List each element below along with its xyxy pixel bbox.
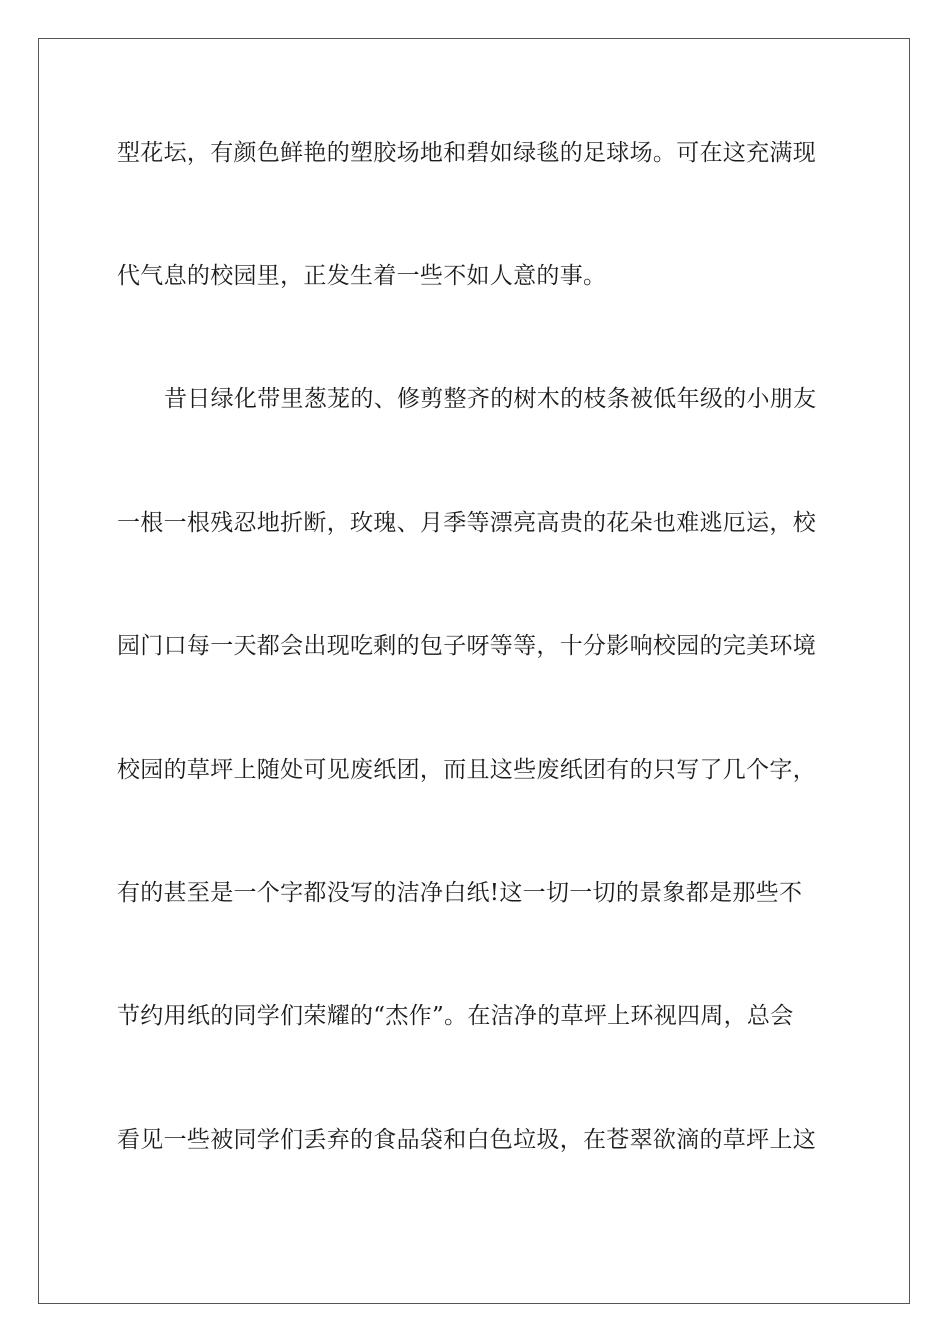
paragraph-line: 有的甚至是一个字都没写的洁净白纸!这一切一切的景象都是那些不 bbox=[117, 880, 803, 906]
paragraph-line: 型花坛，有颜色鲜艳的塑胶场地和碧如绿毯的足球场。可在这充满现 bbox=[117, 140, 816, 166]
paragraph-line: 看见一些被同学们丢弃的食品袋和白色垃圾，在苍翠欲滴的草坪上这 bbox=[117, 1127, 816, 1153]
page-border bbox=[38, 38, 910, 1304]
paragraph-line: 代气息的校园里，正发生着一些不如人意的事。 bbox=[117, 263, 607, 289]
paragraph-line: 校园的草坪上随处可见废纸团，而且这些废纸团有的只写了几个字， bbox=[117, 757, 816, 783]
paragraph-line: 节约用纸的同学们荣耀的“杰作”。在洁净的草坪上环视四周，总会 bbox=[117, 1003, 794, 1029]
paragraph-line: 一根一根残忍地折断，玫瑰、月季等漂亮高贵的花朵也难逃厄运，校 bbox=[117, 510, 816, 536]
paragraph-line: 园门口每一天都会出现吃剩的包子呀等等，十分影响校园的完美环境 bbox=[117, 633, 816, 659]
paragraph-line-indented: 昔日绿化带里葱茏的、修剪整齐的树木的枝条被低年级的小朋友 bbox=[164, 386, 817, 412]
